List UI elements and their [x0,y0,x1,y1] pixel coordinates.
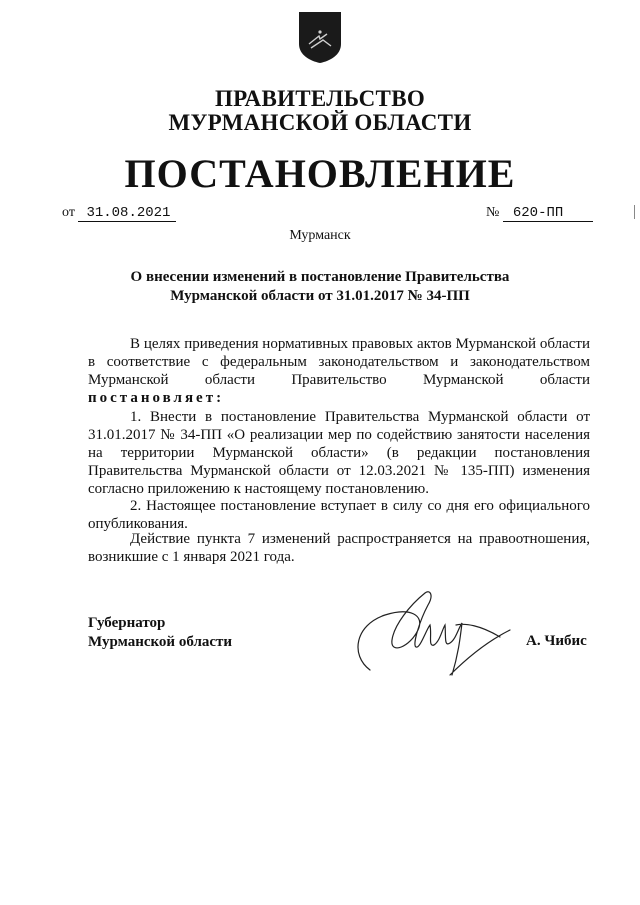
item-2-paragraph: 2. Настоящее постановление вступает в силу со дня его официального опубликования. [88,498,590,532]
government-title-line1: ПРАВИТЕЛЬСТВО [214,86,426,111]
date-value: 31.08.2021 [78,205,176,222]
handwritten-signature [330,585,530,695]
decree-word: постановляет: [88,390,225,406]
number-prefix: № [486,205,500,220]
document-type-title: ПОСТАНОВЛЕНИЕ [124,151,516,196]
document-number [486,205,593,222]
document-subject [90,268,550,306]
signatory-name: А. Чибис [526,633,587,649]
edge-mark [634,205,635,219]
preamble-text: В целях приведения нормативных правовых актов Мурманской области в соответствие с федеральным законодательством и законодательством Мурманской области Правительство Мурманской области [88,336,590,388]
date-prefix: от [62,205,75,220]
signatory-title-line2: Мурманской области [88,634,233,650]
document-date [62,205,176,222]
number-value: 620-ПП [503,205,593,222]
subject-line2: Мурманской области от 31.01.2017 № 34-ПП [170,288,470,304]
preamble-paragraph [88,335,590,407]
subject-line1: О внесении изменений в постановление Правительства [130,269,510,285]
signatory-title [88,614,232,652]
government-title-line2: МУРМАНСКОЙ ОБЛАСТИ [168,110,472,135]
effect-paragraph: Действие пункта 7 изменений распространяется на правоотношения, возникшие с 1 января 2021 года. [88,531,590,565]
city-name: Мурманск [289,228,351,243]
signatory-title-line1: Губернатор [88,615,166,631]
item-1-paragraph: 1. Внести в постановление Правительства Мурманской области от 31.01.2017 № 34-ПП «О реализации мер по содействию занятости населения на территории Мурманской области» (в редакции постановления Правительства Мурманской области от 12.03.2021 № 135-ПП) изменения согласно приложению к настоящему постановлению. [88,409,590,497]
coat-of-arms-emblem [297,10,343,64]
